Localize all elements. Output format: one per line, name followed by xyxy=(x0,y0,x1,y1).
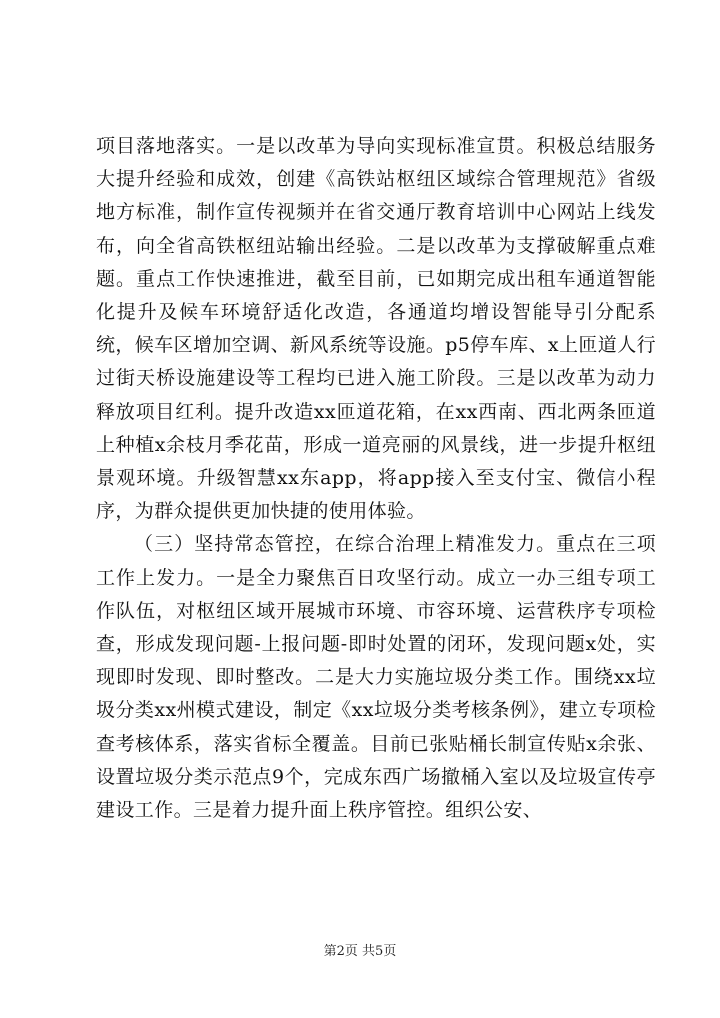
page-number-footer: 第2页 共5页 xyxy=(323,944,397,959)
paragraph-normalized-control: （三）坚持常态管控，在综合治理上精准发力。重点在三项工作上发力。一是全力聚焦百日攻坚行动。成立一办三组专项工作队伍，对枢纽区域开展城市环境、市容环境、运营秩序专项检查，形成发现问题-上报问题-即时处置的闭环，发现问题x处，实现即时发现、即时整改。二是大力实施垃圾分类工作。围绕xx垃圾分类xx州模式建设，制定《xx垃圾分类考核条例》，建立专项检查考核体系，落实省标全覆盖。目前已张贴桶长制宣传贴x余张、设置垃圾分类示范点9个，完成东西广场撤桶入室以及垃圾宣传亭建设工作。三是着力提升面上秩序管控。组织公安、 xyxy=(96,533,656,822)
document-body xyxy=(96,130,656,827)
paragraph-reform-projects: 项目落地落实。一是以改革为导向实现标准宣贯。积极总结服务大提升经验和成效，创建《高铁站枢纽区域综合管理规范》省级地方标准，制作宣传视频并在省交通厅教育培训中心网站上线发布，向全省高铁枢纽站输出经验。二是以改革为支撑破解重点难题。重点工作快速推进，截至目前，已如期完成出租车通道智能化提升及候车环境舒适化改造，各通道均增设智能导引分配系统，候车区增加空调、新风系统等设施。p5停车库、x上匝道人行过街天桥设施建设等工程均已进入施工阶段。三是以改革为动力释放项目红利。提升改造xx匝道花箱，在xx西南、西北两条匝道上种植x余枝月季花苗，形成一道亮丽的风景线，进一步提升枢纽景观环境。升级智慧xx东app，将app接入至支付宝、微信小程序，为群众提供更加快捷的使用体验。 xyxy=(96,135,656,523)
